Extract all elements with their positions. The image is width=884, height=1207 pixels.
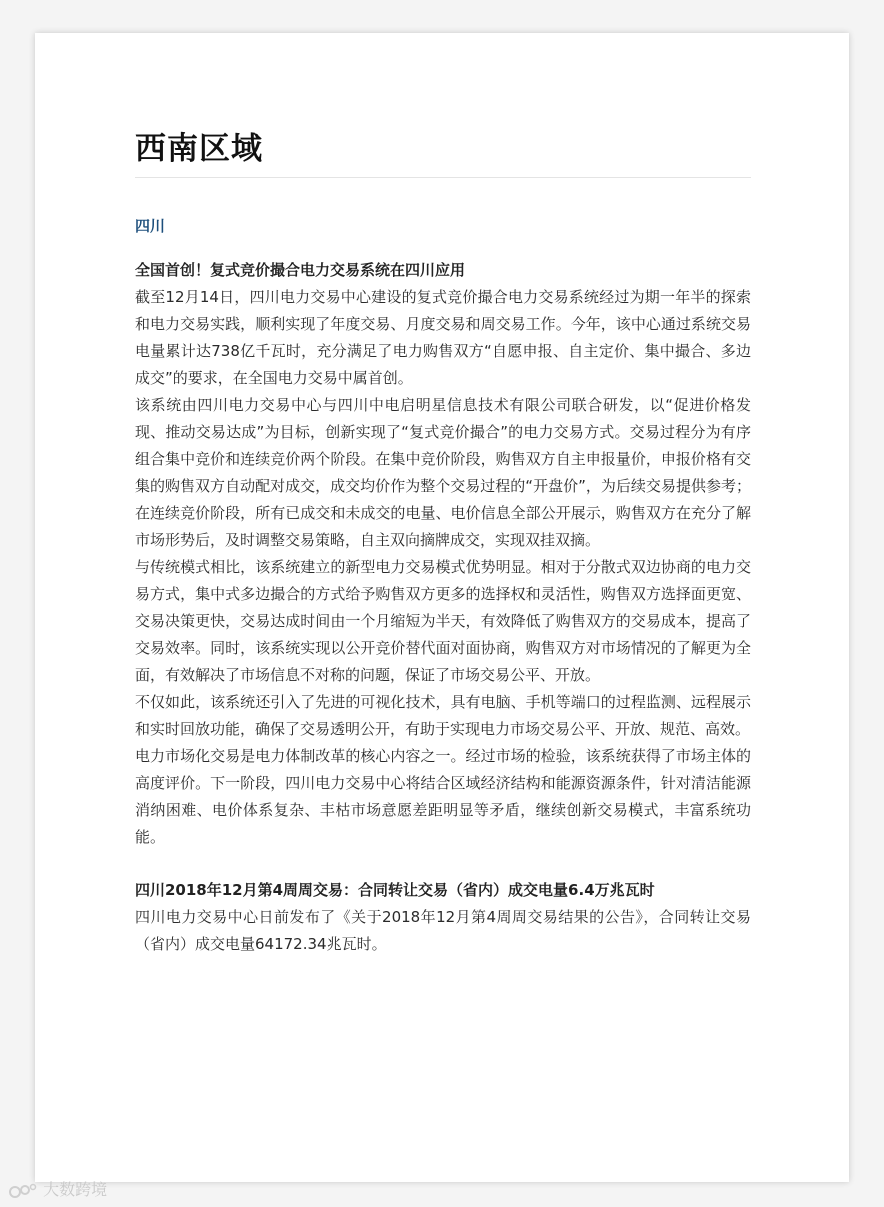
watermark-logo-icon bbox=[8, 1181, 38, 1201]
article-paragraph: 电力市场化交易是电力体制改革的核心内容之一。经过市场的检验，该系统获得了市场主体的高度评价。下一阶段，四川电力交易中心将结合区域经济结构和能源资源条件，针对清洁能源消纳困难、电价体系复杂、丰枯市场意愿差距明显等矛盾，继续创新交易模式，丰富系统功能。 bbox=[135, 747, 751, 846]
watermark-text: 大数跨境 bbox=[43, 1180, 108, 1199]
article-paragraph: 该系统由四川电力交易中心与四川中电启明星信息技术有限公司联合研发，以“促进价格发现、推动交易达成”为目标，创新实现了“复式竞价撮合”的电力交易方式。交易过程分为有序组合集中竞价和连续竞价两个阶段。在集中竞价阶段，购售双方自主申报量价，申报价格有交集的购售双方自动配对成交，成交均价作为整个交易过程的“开盘价”，为后续交易提供参考；在连续竞价阶段，所有已成交和未成交的电量、电价信息全部公开展示，购售双方在充分了解市场形势后，及时调整交易策略，自主双向摘牌成交，实现双挂双摘。 bbox=[135, 396, 751, 549]
article-paragraph: 与传统模式相比，该系统建立的新型电力交易模式优势明显。相对于分散式双边协商的电力交易方式，集中式多边撮合的方式给予购售双方更多的选择权和灵活性，购售双方选择面更宽、交易决策更快，交易达成时间由一个月缩短为半天，有效降低了购售双方的交易成本，提高了交易效率。同时，该系统实现以公开竞价替代面对面协商，购售双方对市场情况的了解更为全面，有效解决了市场信息不对称的问题，保证了市场交易公平、开放。 bbox=[135, 558, 751, 684]
document-content bbox=[135, 129, 751, 958]
article-title: 四川2018年12月第4周周交易：合同转让交易（省内）成交电量6.4万兆瓦时 bbox=[135, 881, 655, 899]
article-paragraph: 四川电力交易中心日前发布了《关于2018年12月第4周周交易结果的公告》，合同转让交易（省内）成交电量64172.34兆瓦时。 bbox=[135, 908, 751, 953]
watermark bbox=[8, 1178, 107, 1202]
article bbox=[135, 877, 751, 958]
article-paragraph: 截至12月14日，四川电力交易中心建设的复式竞价撮合电力交易系统经过为期一年半的探索和电力交易实践，顺利实现了年度交易、月度交易和周交易工作。今年，该中心通过系统交易电量累计达738亿千瓦时，充分满足了电力购售双方“自愿申报、自主定价、集中撮合、多边成交”的要求，在全国电力交易中属首创。 bbox=[135, 288, 751, 387]
document-page bbox=[35, 33, 849, 1182]
region-heading: 四川 bbox=[135, 217, 166, 235]
page-title: 西南区域 bbox=[135, 129, 751, 178]
article-title: 全国首创！复式竞价撮合电力交易系统在四川应用 bbox=[135, 261, 466, 279]
article bbox=[135, 257, 751, 851]
article-paragraph: 不仅如此，该系统还引入了先进的可视化技术，具有电脑、手机等端口的过程监测、远程展示和实时回放功能，确保了交易透明公开，有助于实现电力市场交易公平、开放、规范、高效。 bbox=[135, 693, 751, 738]
